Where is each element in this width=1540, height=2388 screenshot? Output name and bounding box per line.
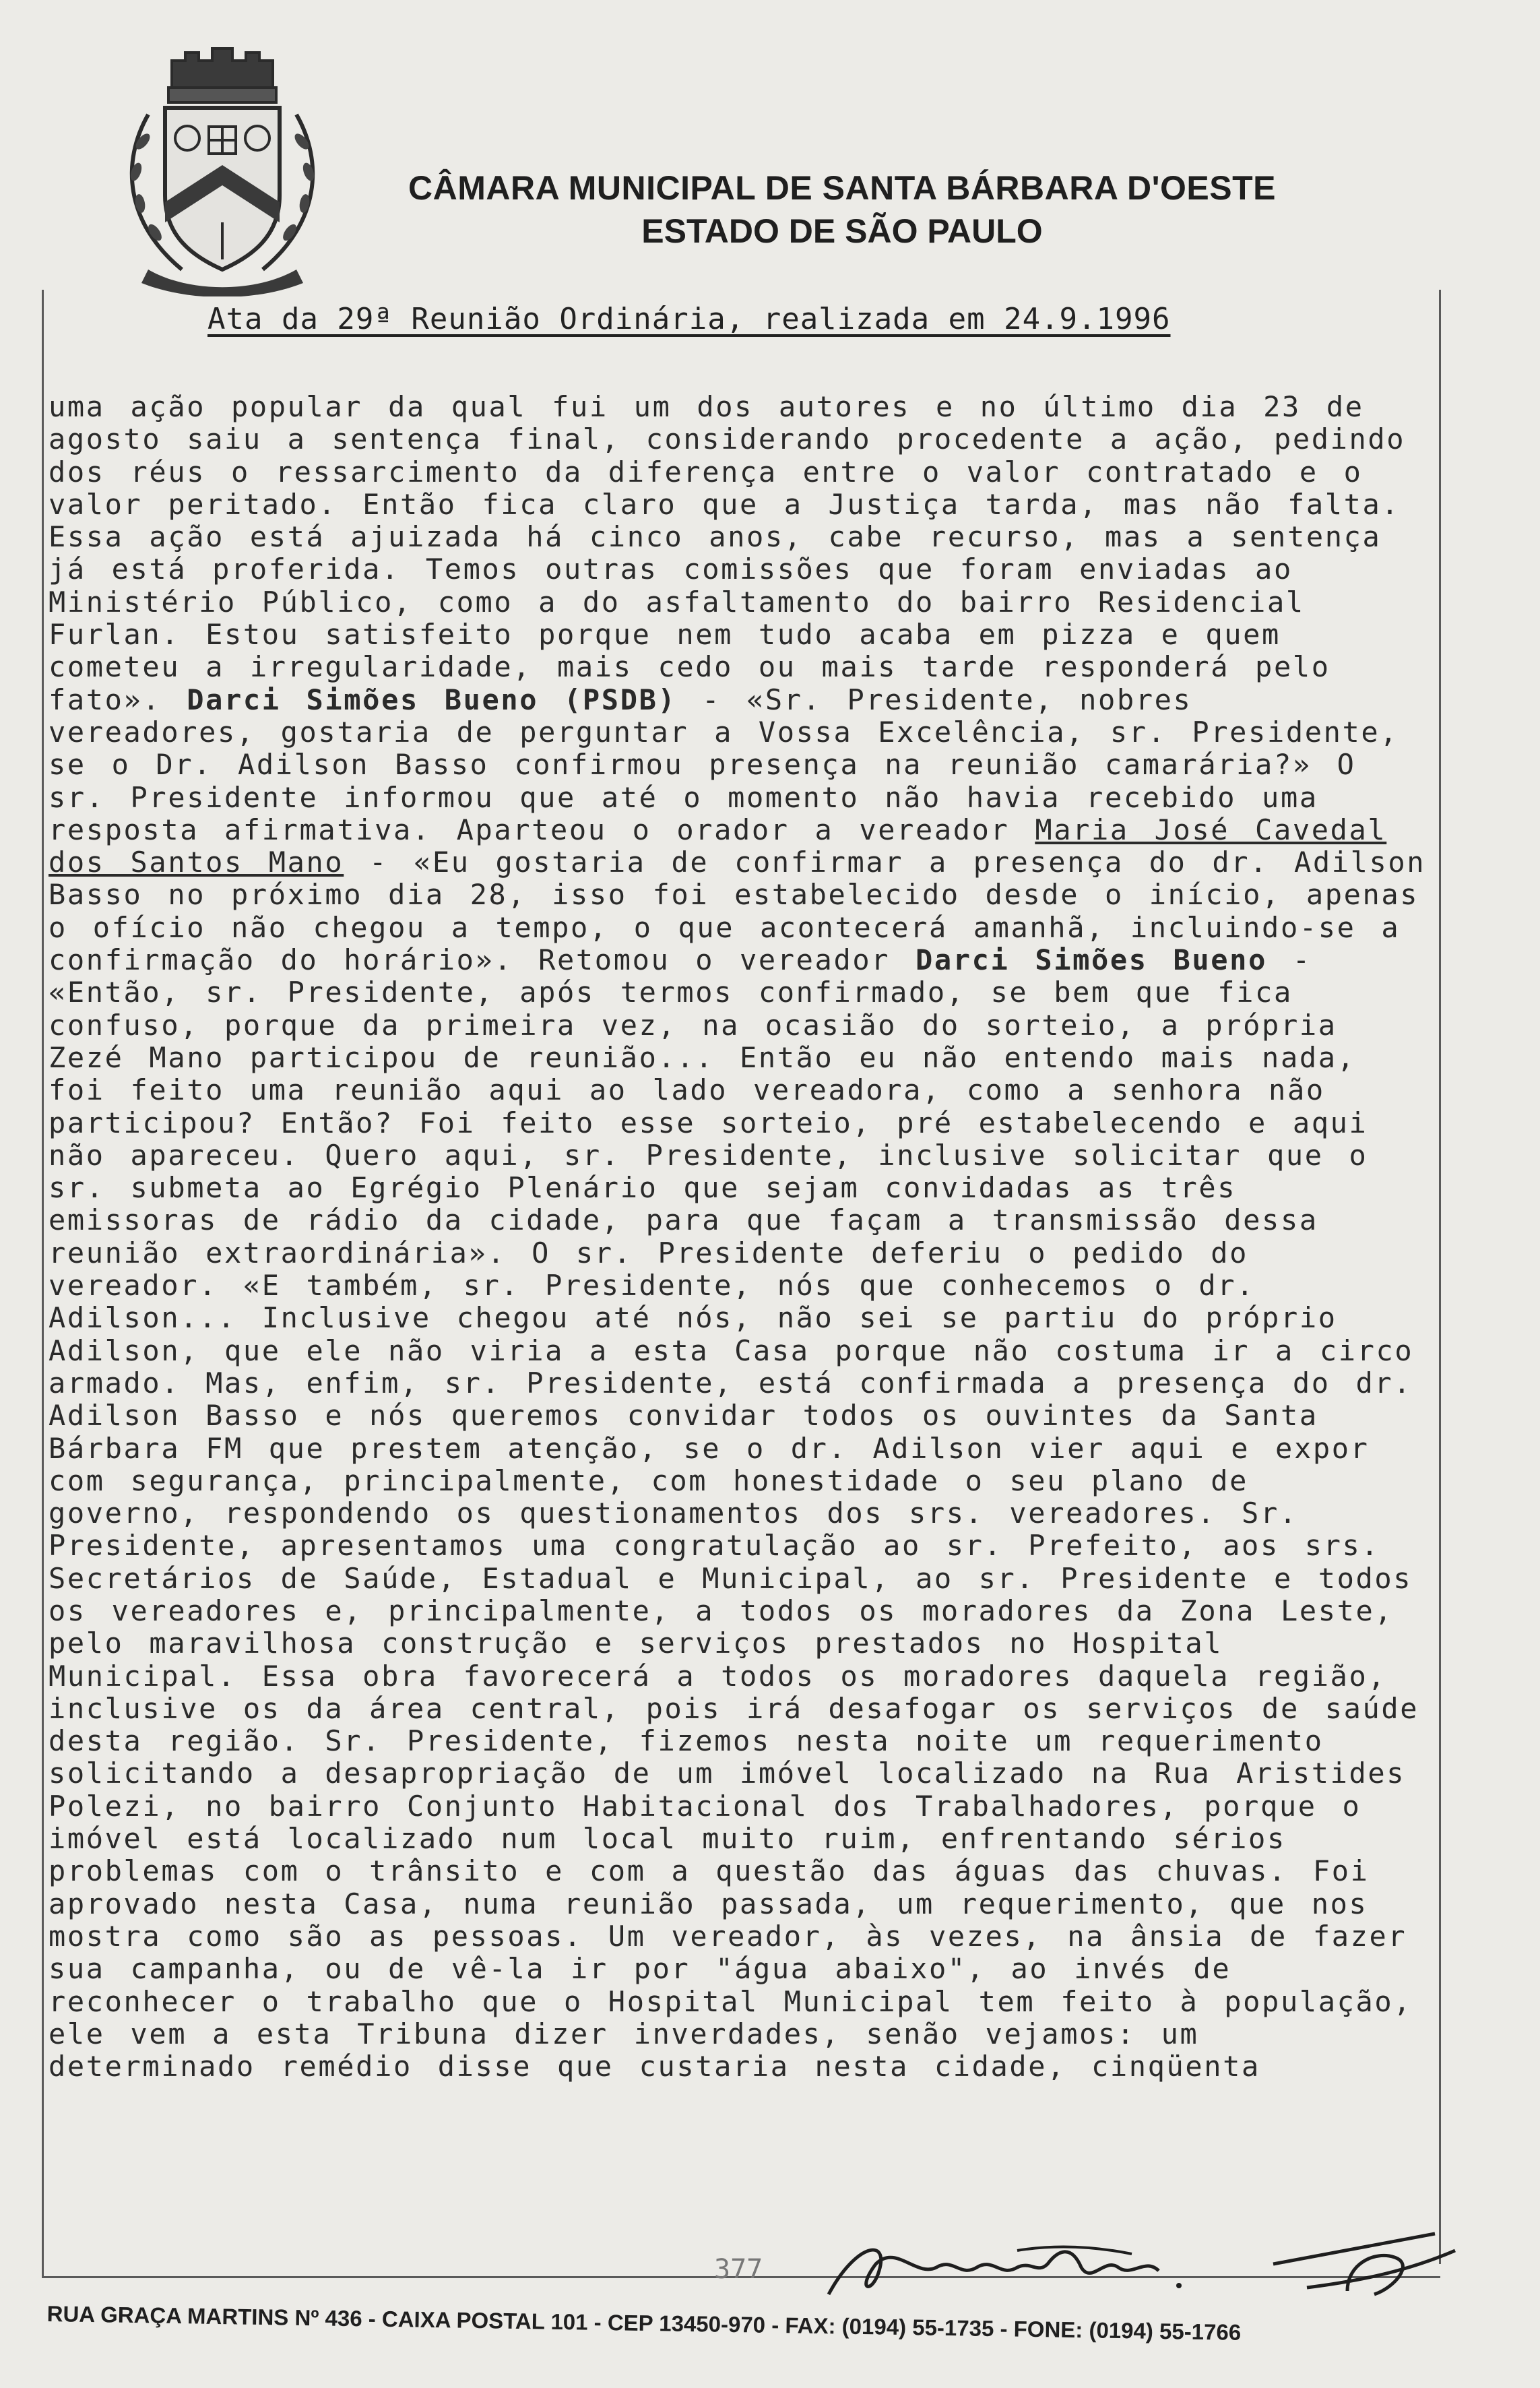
signature-left: [815, 2230, 1192, 2304]
text-segment: vereadores, gostaria de perguntar a Vossa Excelência, sr. Presidente,: [49, 716, 1399, 749]
speaker-name: Darci Simões Bueno (PSDB): [187, 683, 677, 716]
text-line: [49, 814, 1436, 846]
text-segment: Basso no próximo dia 28, isso foi estabelecido desde o início, apenas: [49, 879, 1419, 912]
text-line: [49, 1400, 1436, 1432]
text-line: [49, 1009, 1436, 1042]
text-segment: Municipal. Essa obra favorecerá a todos os moradores daquela região,: [49, 1660, 1387, 1693]
text-line: [49, 391, 1436, 423]
text-segment: ele vem a esta Tribuna dizer inverdades, senão vejamos: um: [49, 2017, 1199, 2050]
state-name: ESTADO DE SÃO PAULO: [641, 212, 1043, 250]
text-line: [49, 2018, 1436, 2050]
signature-right: [1266, 2224, 1469, 2304]
text-line: [49, 619, 1436, 651]
text-segment: vereador. «E também, sr. Presidente, nós que conhecemos o dr.: [49, 1269, 1256, 1302]
text-line: [49, 1465, 1436, 1497]
text-line: [49, 1302, 1436, 1334]
text-line: [49, 1920, 1436, 1953]
text-line: [49, 1433, 1436, 1465]
text-line: [49, 912, 1436, 944]
text-segment: confirmação do horário». Retomou o vereador: [49, 944, 916, 977]
text-line: [49, 1237, 1436, 1269]
text-segment: Adilson... Inclusive chegou até nós, não sei se partiu do próprio: [49, 1302, 1337, 1335]
text-line: [49, 1790, 1436, 1823]
text-segment: Adilson, que ele não viria a esta Casa porque não costuma ir a circo: [49, 1334, 1414, 1367]
text-segment: reconhecer o trabalho que o Hospital Municipal tem feito à população,: [49, 1985, 1413, 2018]
text-line: [49, 1530, 1436, 1562]
page-border-left: [42, 290, 44, 2277]
text-segment: foi feito uma reunião aqui ao lado vereadora, como a senhora não: [49, 1074, 1325, 1107]
text-line: [49, 1172, 1436, 1204]
text-line: [49, 846, 1436, 879]
text-line: [49, 1725, 1436, 1757]
footer-address: RUA GRAÇA MARTINS Nº 436 - CAIXA POSTAL 101 - CEP 13450-970 - FAX: (0194) 55-1735 - FONE: (0194) 55-1766: [46, 2301, 1242, 2345]
text-segment: uma ação popular da qual fui um dos autores e no último dia 23 de: [49, 391, 1364, 423]
text-segment: cometeu a irregularidade, mais cedo ou mais tarde responderá pelo: [49, 651, 1330, 684]
text-line: [49, 716, 1436, 749]
text-segment: armado. Mas, enfim, sr. Presidente, está confirmada a presença do dr.: [49, 1366, 1413, 1400]
text-segment: os vereadores e, principalmente, a todos os moradores da Zona Leste,: [49, 1594, 1394, 1627]
text-segment: se o Dr. Adilson Basso confirmou presença na reunião camarária?» O: [49, 749, 1356, 782]
text-line: [49, 651, 1436, 683]
text-line: [49, 1074, 1436, 1106]
text-line: [49, 586, 1436, 619]
text-segment: fato».: [49, 683, 187, 716]
text-segment: desta região. Sr. Presidente, fizemos nesta noite um requerimento: [49, 1725, 1324, 1758]
text-line: [49, 2050, 1436, 2083]
text-segment: solicitando a desapropriação de um imóvel localizado na Rua Aristides: [49, 1757, 1406, 1790]
text-segment: governo, respondendo os questionamentos dos srs. vereadores. Sr.: [49, 1497, 1298, 1530]
underlined-name: Maria José Cavedal: [1035, 813, 1387, 846]
text-segment: Secretários de Saúde, Estadual e Municipal, ao sr. Presidente e todos: [49, 1562, 1413, 1595]
text-line: [49, 1660, 1436, 1693]
text-segment: - «Sr. Presidente, nobres: [676, 683, 1192, 716]
text-segment: pelo maravilhosa construção e serviços prestados no Hospital: [49, 1627, 1223, 1660]
text-segment: Furlan. Estou satisfeito porque nem tudo acaba em pizza e quem: [49, 619, 1281, 652]
text-line: [49, 782, 1436, 814]
text-line: [49, 1953, 1436, 1985]
text-line: [49, 684, 1436, 716]
text-line: [49, 1823, 1436, 1855]
text-line: [49, 1627, 1436, 1660]
institution-name: CÂMARA MUNICIPAL DE SANTA BÁRBARA D'OESTE: [408, 169, 1276, 207]
text-segment: Zezé Mano participou de reunião... Então eu não entendo mais nada,: [49, 1041, 1356, 1074]
text-line: [49, 1367, 1436, 1400]
text-line: [49, 1204, 1436, 1236]
text-segment: sua campanha, ou de vê-la ir por "água abaixo", ao invés de: [49, 1953, 1231, 1986]
text-segment: Ministério Público, como a do asfaltamento do bairro Residencial: [49, 586, 1305, 619]
text-segment: com segurança, principalmente, com honestidade o seu plano de: [49, 1464, 1249, 1497]
text-segment: reunião extraordinária». O sr. Presidente deferiu o pedido do: [49, 1236, 1249, 1269]
text-line: [49, 1595, 1436, 1627]
page-number: 377: [714, 2254, 763, 2285]
speaker-name: Darci Simões Bueno: [916, 944, 1267, 977]
text-line: [49, 879, 1436, 911]
text-segment: imóvel está localizado num local muito ruim, enfrentando sérios: [49, 1823, 1286, 1856]
text-segment: «Então, sr. Presidente, após termos confirmado, se bem que fica: [49, 976, 1293, 1009]
text-line: [49, 1563, 1436, 1595]
text-segment: aprovado nesta Casa, numa reunião passada, um requerimento, que nos: [49, 1887, 1368, 1920]
text-segment: Essa ação está ajuizada há cinco anos, cabe recurso, mas a sentença: [49, 521, 1382, 554]
text-segment: problemas com o trânsito e com a questão das águas das chuvas. Foi: [49, 1855, 1370, 1888]
text-segment: Bárbara FM que prestem atenção, se o dr. Adilson vier aqui e expor: [49, 1432, 1370, 1465]
text-line: [49, 1497, 1436, 1530]
text-line: [49, 1269, 1436, 1302]
text-line: [49, 1986, 1436, 2018]
text-line: [49, 1107, 1436, 1139]
text-segment: emissoras de rádio da cidade, para que façam a transmissão dessa: [49, 1204, 1318, 1237]
text-line: [49, 1139, 1436, 1172]
text-segment: sr. Presidente informou que até o momento não havia recebido uma: [49, 781, 1318, 814]
text-line: [49, 1888, 1436, 1920]
text-line: [49, 1693, 1436, 1725]
text-segment: não apareceu. Quero aqui, sr. Presidente, inclusive solicitar que o: [49, 1139, 1368, 1172]
text-segment: determinado remédio disse que custaria nesta cidade, cinqüenta: [49, 2050, 1260, 2083]
text-segment: agosto saiu a sentença final, considerando procedente a ação, pedindo: [49, 423, 1406, 456]
text-line: [49, 944, 1436, 976]
underlined-name: dos Santos Mano: [49, 846, 344, 879]
minutes-title: Ata da 29ª Reunião Ordinária, realizada em 24.9.1996: [207, 302, 1171, 336]
text-segment: -: [1266, 944, 1312, 977]
text-line: [49, 749, 1436, 781]
municipal-coat-of-arms-icon: [108, 47, 337, 296]
text-line: [49, 423, 1436, 455]
text-segment: Presidente, apresentamos uma congratulação ao sr. Prefeito, aos srs.: [49, 1530, 1380, 1563]
text-line: [49, 553, 1436, 586]
text-segment: confuso, porque da primeira vez, na ocasião do sorteio, a própria: [49, 1009, 1337, 1042]
text-line: [49, 1757, 1436, 1790]
text-segment: dos réus o ressarcimento da diferença entre o valor contratado e o: [49, 455, 1363, 489]
text-line: [49, 976, 1436, 1009]
text-line: [49, 1335, 1436, 1367]
page-border-right: [1439, 290, 1441, 2264]
text-segment: valor peritado. Então fica claro que a Justiça tarda, mas não falta.: [49, 488, 1401, 521]
text-line: [49, 456, 1436, 489]
text-segment: o ofício não chegou a tempo, o que acontecerá amanhã, incluindo-se a: [49, 911, 1401, 944]
text-segment: resposta afirmativa. Aparteou o orador a vereador: [49, 813, 1035, 846]
text-line: [49, 1855, 1436, 1887]
text-segment: sr. submeta ao Egrégio Plenário que sejam convidadas as três: [49, 1172, 1237, 1205]
text-line: [49, 521, 1436, 553]
text-segment: Adilson Basso e nós queremos convidar todos os ouvintes da Santa: [49, 1400, 1318, 1433]
text-segment: mostra como são as pessoas. Um vereador, às vezes, na ânsia de fazer: [49, 1920, 1407, 1953]
text-line: [49, 1042, 1436, 1074]
text-segment: - «Eu gostaria de confirmar a presença do dr. Adilson: [344, 846, 1426, 879]
text-segment: inclusive os da área central, pois irá desafogar os serviços de saúde: [49, 1692, 1419, 1725]
text-segment: Polezi, no bairro Conjunto Habitacional dos Trabalhadores, porque o: [49, 1790, 1361, 1823]
text-segment: já está proferida. Temos outras comissões que foram enviadas ao: [49, 553, 1293, 586]
text-line: [49, 489, 1436, 521]
minutes-body: [49, 391, 1436, 2083]
letterhead: [377, 168, 1307, 251]
text-segment: participou? Então? Foi feito esse sorteio, pré estabelecendo e aqui: [49, 1106, 1368, 1139]
